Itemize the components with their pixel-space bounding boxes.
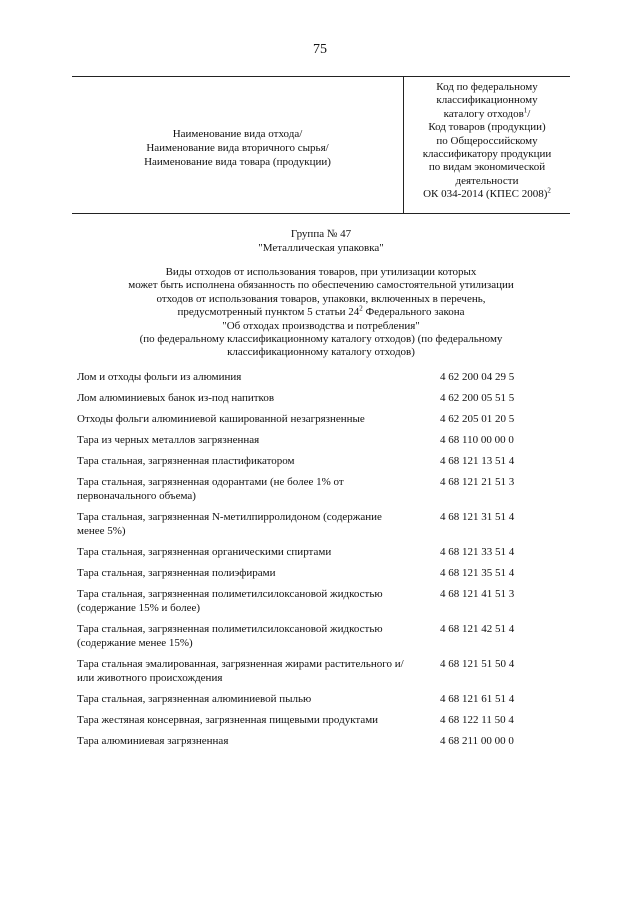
header-code-text: каталогу отходов <box>443 107 524 120</box>
header-code-line: по видам экономической <box>428 161 546 174</box>
waste-code: 4 62 200 04 29 5 <box>440 371 515 383</box>
waste-name: Тара стальная, загрязненная полиметилсилоксановой жидкостью (содержание менее 15%) <box>77 623 383 649</box>
header-separator: / <box>527 107 531 120</box>
description-line: отходов от использования товаров, упаковки, включенных в перечень, <box>156 292 486 305</box>
group-title: "Металлическая упаковка" <box>258 241 384 254</box>
waste-code: 4 68 121 35 51 4 <box>440 567 515 579</box>
header-name-line: Наименование вида отхода/ <box>172 128 303 140</box>
header-code-line: Код по федеральному <box>436 81 538 93</box>
waste-code: 4 62 200 05 51 5 <box>440 392 515 404</box>
waste-name: Тара алюминиевая загрязненная <box>77 735 229 747</box>
table-row <box>77 391 570 405</box>
page-number: 75 <box>313 42 327 57</box>
table-row <box>77 412 570 426</box>
table-row <box>77 510 570 538</box>
header-code-line: деятельности <box>455 174 519 187</box>
table-row <box>77 545 570 559</box>
waste-name: Лом и отходы фольги из алюминия <box>77 371 242 383</box>
waste-name: Тара стальная, загрязненная N-метилпирролидоном (содержание менее 5%) <box>77 511 382 537</box>
table-row <box>77 713 570 727</box>
footnote-marker: 1 <box>523 106 528 115</box>
waste-name: Лом алюминиевых банок из-под напитков <box>77 392 275 404</box>
header-code-text: ОК 034-2014 (КПЕС 2008) <box>423 188 548 201</box>
header-name-line: Наименование вида товара (продукции) <box>144 156 331 168</box>
description-line: Виды отходов от использования товаров, при утилизации которых <box>165 266 477 278</box>
waste-code: 4 68 211 00 00 0 <box>440 735 514 747</box>
header-code-column <box>404 77 570 213</box>
group-heading <box>72 228 570 255</box>
waste-name: Тара стальная эмалированная, загрязненная жирами растительного и/или животного происхождения <box>77 658 404 684</box>
header-code-line: классификатору продукции <box>422 148 552 161</box>
header-code-line: Код товаров (продукции) <box>428 121 546 134</box>
waste-code: 4 62 205 01 20 5 <box>440 413 515 425</box>
waste-code: 4 68 121 51 50 4 <box>440 658 515 670</box>
waste-name: Тара стальная, загрязненная органическими спиртами <box>77 546 332 558</box>
table-row <box>77 657 570 685</box>
waste-name: Тара жестяная консервная, загрязненная пищевыми продуктами <box>77 714 379 726</box>
footnote-marker: 2 <box>547 186 551 195</box>
waste-list <box>77 370 570 755</box>
waste-code: 4 68 121 31 51 4 <box>440 511 515 523</box>
table-row <box>77 433 570 447</box>
waste-name: Тара из черных металлов загрязненная <box>77 434 260 446</box>
waste-code: 4 68 121 42 51 4 <box>440 623 515 635</box>
header-code-line: классификационному <box>436 94 538 107</box>
header-code-line: по Общероссийскому <box>436 134 538 147</box>
waste-name: Тара стальная, загрязненная пластификатором <box>77 455 295 467</box>
table-row <box>77 454 570 468</box>
header-name-column <box>72 77 404 213</box>
waste-code: 4 68 122 11 50 4 <box>440 714 514 726</box>
header-name-line: Наименование вида вторичного сырья/ <box>146 142 329 154</box>
table-row <box>77 734 570 748</box>
table-row <box>77 692 570 706</box>
header-code-line <box>423 188 551 201</box>
description-text: Федерального закона <box>362 306 465 319</box>
table-row <box>77 370 570 384</box>
table-row <box>77 475 570 503</box>
footnote-marker: 2 <box>359 304 363 313</box>
description-line: может быть исполнена обязанность по обеспечению самостоятельной утилизации <box>128 279 514 292</box>
waste-name: Тара стальная, загрязненная полиметилсилоксановой жидкостью (содержание 15% и более) <box>77 588 383 614</box>
waste-code: 4 68 121 61 51 4 <box>440 693 515 705</box>
table-row <box>77 587 570 615</box>
table-row <box>77 622 570 650</box>
group-number: Группа № 47 <box>290 228 352 240</box>
table-row <box>77 566 570 580</box>
description-line: классификационному каталогу отходов) <box>227 346 415 359</box>
header-code-line <box>444 108 531 121</box>
waste-name: Отходы фольги алюминиевой кашированной незагрязненные <box>77 413 365 425</box>
description-line: (по федеральному классификационному каталогу отходов) (по федеральному <box>139 333 503 346</box>
description-line <box>72 306 570 319</box>
waste-code: 4 68 121 41 51 3 <box>440 588 515 600</box>
table-header <box>72 76 570 214</box>
waste-name: Тара стальная, загрязненная алюминиевой пылью <box>77 693 312 705</box>
group-description <box>72 266 570 360</box>
waste-code: 4 68 121 33 51 4 <box>440 546 515 558</box>
waste-code: 4 68 121 21 51 3 <box>440 476 515 488</box>
description-text: предусмотренный пунктом 5 статьи 24 <box>177 306 360 319</box>
waste-code: 4 68 110 00 00 0 <box>440 434 514 446</box>
waste-code: 4 68 121 13 51 4 <box>440 455 515 467</box>
description-line: "Об отходах производства и потребления" <box>222 319 420 332</box>
waste-name: Тара стальная, загрязненная одорантами (не более 1% от первоначального объема) <box>77 476 344 502</box>
waste-name: Тара стальная, загрязненная полиэфирами <box>77 567 276 579</box>
